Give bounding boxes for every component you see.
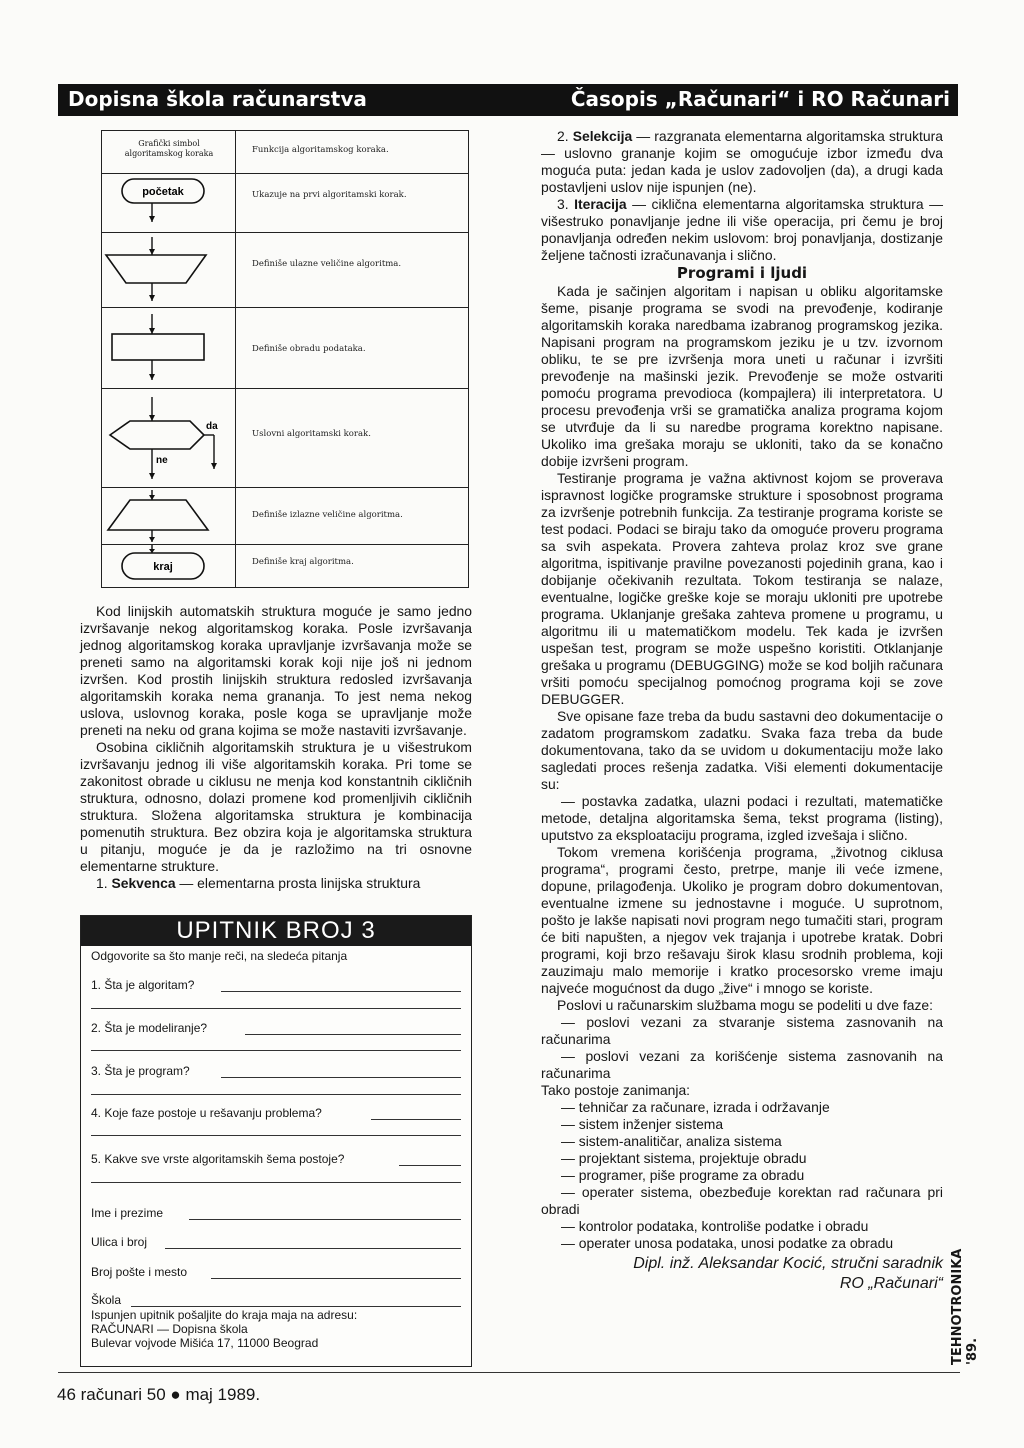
row-desc: Definiše ulazne veličine algoritma. <box>252 259 402 269</box>
start-terminal-symbol <box>102 174 235 232</box>
paragraph: 2. Selekcija — razgranata elementarna algoritamska struktura — uslovno grananje kojim se omogućuje izbor između dva moguća puta: jedan kada je uslov zadovoljen (da), a drugi kada postavljeni uslov nije ispunjen (ne). <box>541 128 943 195</box>
banner-left-title: Dopisna škola računarstva <box>68 87 367 111</box>
flowchart-symbol-table <box>101 130 469 588</box>
answer-line[interactable] <box>91 1050 461 1051</box>
end-terminal-symbol <box>102 545 235 587</box>
row-desc: Definiše izlazne veličine algoritma. <box>252 510 403 520</box>
row-desc: Definiše kraj algoritma. <box>252 557 354 567</box>
banner-right-title: Časopis „Računari“ i RO Računari <box>570 87 950 111</box>
paragraph: Kod linijskih automatskih struktura moguće je samo jedno izvršavanje nekog algoritamskog koraka. Posle izvršavanja jednog algoritamskog koraka upravljanje izvršavanja može se preneti samo na algoritamski korak koji nije još ni jednom izvršen. Kod prostih linijskih struktura redosled izvršavanja algoritamskih koraka nema grananja. To jest nema nekog uslova, uslovnog koraka, posle koga se upravljanje može preneti na neku od grana kojima se može nastaviti izvršavanje. <box>80 603 472 738</box>
paragraph: 3. Iteracija — ciklična elementarna algoritamska struktura — višestruko ponavljanje jedne ili više operacija, pri čemu je broj ponavljanja određen nekim uslovom: broj ponavljanja, dostizanje željene tačnosti izračunavanja i slično. <box>541 196 944 263</box>
process-rectangle-symbol <box>102 308 235 388</box>
table-row <box>102 545 468 587</box>
answer-line[interactable] <box>91 1135 461 1136</box>
table-header-row <box>102 131 468 174</box>
list-item: — programer, piše programe za obradu <box>561 1167 805 1183</box>
header-symbol: Grafički simbol algoritamskog koraka <box>124 139 214 158</box>
question-4: 4. Koje faze postoje u rešavanju problema? <box>91 1106 322 1120</box>
name-field[interactable] <box>189 1219 461 1220</box>
professions-list <box>541 1099 943 1252</box>
start-label: početak <box>142 186 184 198</box>
paragraph: 1. Sekvenca — elementarna prosta linijska struktura <box>96 875 421 891</box>
paragraph: Poslovi u računarskim službama mogu se podeliti u dve faze: <box>557 997 934 1013</box>
answer-line[interactable] <box>91 1008 461 1009</box>
table-row <box>102 233 468 308</box>
list-item: — poslovi vezani za stvaranje sistema zasnovanih na računarima <box>541 1014 943 1047</box>
list-item: — sistem-analitičar, analiza sistema <box>561 1133 782 1149</box>
paragraph: Tako postoje zanimanja: <box>541 1082 691 1098</box>
field-postal-label: Broj pošte i mesto <box>91 1265 188 1279</box>
decision-yes-label: da <box>206 421 218 432</box>
list-item: — tehničar za računare, izrada i održavanje <box>561 1099 830 1115</box>
list-item: — projektant sistema, projektuje obradu <box>561 1150 807 1166</box>
page-number: 46 računari 50 <box>57 1385 166 1404</box>
field-name-label: Ime i prezime <box>91 1206 164 1220</box>
issue-date: maj 1989. <box>185 1385 261 1404</box>
paragraph: Osobina cikličnih algoritamskih struktura je u višestrukom izvršavanju jednog ili više algoritamskih koraka. Pri tome se zakonitost obrade u ciklusu ne menja kod konstantnih cikličnih struktura, odnosno, dolazi promene kod promenljivih cikličnih struktura. Složena algoritamska struktura je kombinacija pomenutih struktura. Bez obzira koja je algoritamska struktura u pitanju, moguće je da je razložimo na tri osnovne elementarne strukture. <box>80 739 472 874</box>
list-item: — kontrolor podataka, kontroliše podatke i obradu <box>561 1218 869 1234</box>
list-item: — operater sistema, obezbeđuje korektan rad računara pri obradi <box>541 1184 943 1217</box>
row-desc: Definiše obradu podataka. <box>252 344 366 354</box>
questionnaire-box <box>80 915 472 1367</box>
table-row <box>102 308 468 389</box>
header-function: Funkcija algoritamskog koraka. <box>252 145 389 155</box>
page-footer <box>57 1385 260 1405</box>
answer-line[interactable] <box>399 1165 461 1166</box>
paragraph: Sve opisane faze treba da budu sastavni deo dokumentacije o zadatom programskom zadatku. Svaka faza treba da bude dokumentovana, tako da se uvidom u dokumentaciju može lako sagledati proces rešenja zadatka. Viši elementi dokumentacije su: <box>541 708 943 792</box>
table-row <box>102 488 468 545</box>
question-5: 5. Kakve sve vrste algoritamskih šema postoje? <box>91 1152 345 1166</box>
left-column-text <box>80 603 472 892</box>
paragraph: Testiranje programa je važna aktivnost kojom se proverava ispravnost logičke programske strukture i sposobnost programa za izvršenje potrebnih funkcija. Za testiranje programa koriste se test podaci. Podaci se biraju tako da omoguće proveru programa sa svih aspekata. Provera zahteva prolaz kroz sve grane algoritma, ispitivanje pravilne povezanosti pojedinih grana, kao i dobijanje očekivanih rezultata. Tokom testiranja se nalaze, eventualne, logičke greške koje se moraju ukloniti pre upotrebe programa. Uklanjanje grešaka zahteva promene u programu, u algoritmu ili u matematičkom modelu. Tek kada je izvršen uspešan test, program se može uspešno koristiti. Otklanjanje grešaka u programu (DEBUGGING) može se kod boljih računara vršiti pomoću specijalnog pomoćnog programa koji se zove DEBUGGER. <box>541 470 943 707</box>
questionnaire-instruction: Odgovorite sa što manje reči, na sledeća pitanja <box>91 949 348 963</box>
phases-list <box>541 1014 943 1082</box>
header-banner <box>58 84 958 116</box>
field-street-label: Ulica i broj <box>91 1235 148 1249</box>
answer-line[interactable] <box>91 1182 461 1183</box>
paragraph: Kada je sačinjen algoritam i napisan u obliku algoritamske šeme, pisanje programa se svodi na prevođenje, kodiranje algoritamskih koraka naredbama izabranog programskog jezika. Napisani program na programskom jeziku je u tzv. izvornom obliku, te se pre izvršenja mora uneti u računar i izvršiti prevođenje na mašinski jezik. Prevođenje se može ostvariti pomoću programa prevodioca (kompajlera) ili interpretatora. U procesu prevođenja vrši se gramatička analiza programa kojom se utvrđuje da li su naredbe programa korektno napisane. Ukoliko ima grešaka moraju se ukloniti, tako da se konačno dobije izvršeni program. <box>541 283 943 469</box>
field-school-label: Škola <box>91 1293 122 1307</box>
list-item: — postavka zadatka, ulazni podaci i rezultati, matematičke metode, detaljna algoritamska šema, tekst programa (listing), uputstvo za eksploataciju programa, izgled izvešaja i slično. <box>541 793 943 843</box>
answer-line[interactable] <box>371 1119 461 1120</box>
answer-line[interactable] <box>91 1094 461 1095</box>
input-trapezoid-symbol <box>102 233 235 307</box>
table-row <box>102 174 468 233</box>
bullet-icon: ● <box>170 1385 181 1404</box>
street-field[interactable] <box>165 1248 461 1249</box>
school-field[interactable] <box>131 1306 461 1307</box>
output-trapezoid-symbol <box>102 488 235 544</box>
decision-no-label: ne <box>156 455 168 466</box>
side-label: TEHNOTRONIKA '89. <box>950 1248 980 1365</box>
list-item: — sistem inženjer sistema <box>561 1116 724 1132</box>
list-item: — poslovi vezani za korišćenje sistema zasnovanih na računarima <box>541 1048 943 1081</box>
mailing-address: Ispunjen upitnik pošaljite do kraja maja na adresu: RAČUNARI — Dopisna škola Bulevar vojvode Mišića 17, 11000 Beograd <box>91 1308 358 1350</box>
paragraph: Tokom vremena korišćenja programa, „životnog ciklusa programa“, programi često, pretrpe, manje ili veće izmene, dopune, prilagođenja. Ukoliko je program dobro dokumentovan, eventualne izmene su jednostavne i moguće. U suprotnom, pošto je lakše napisati novi program nego tumačiti stari, program će biti napušten, a njegov vek trajanja i upotrebe kratak. Dobri programi, koji brzo rešavaju širok klasu srodnih problema, koji zauzimaju malo memorije i kratko procesorsko vreme imaju najveće mogućnost da dugo „žive“ i mnogo se koriste. <box>541 844 943 996</box>
author-signature: Dipl. inž. Aleksandar Kocić, stručni saradnik RO „Računari“ <box>633 1255 943 1292</box>
table-row <box>102 389 468 488</box>
question-3: 3. Šta je program? <box>91 1064 190 1078</box>
right-column-text <box>541 128 943 1294</box>
answer-line[interactable] <box>245 1034 461 1035</box>
postal-field[interactable] <box>211 1278 461 1279</box>
documentation-list <box>541 793 943 844</box>
bottom-divider <box>58 1372 960 1373</box>
answer-line[interactable] <box>221 991 461 992</box>
question-2: 2. Šta je modeliranje? <box>91 1021 208 1035</box>
list-item: — operater unosa podataka, unosi podatke za obradu <box>561 1235 894 1251</box>
end-label: kraj <box>153 561 173 573</box>
answer-line[interactable] <box>221 1077 461 1078</box>
questionnaire-title: UPITNIK BROJ 3 <box>81 916 471 946</box>
row-desc: Ukazuje na prvi algoritamski korak. <box>252 190 407 200</box>
question-1: 1. Šta je algoritam? <box>91 978 195 992</box>
section-heading: Programi i ljudi <box>676 264 808 282</box>
row-desc: Uslovni algoritamski korak. <box>252 429 371 439</box>
decision-symbol <box>102 389 235 487</box>
